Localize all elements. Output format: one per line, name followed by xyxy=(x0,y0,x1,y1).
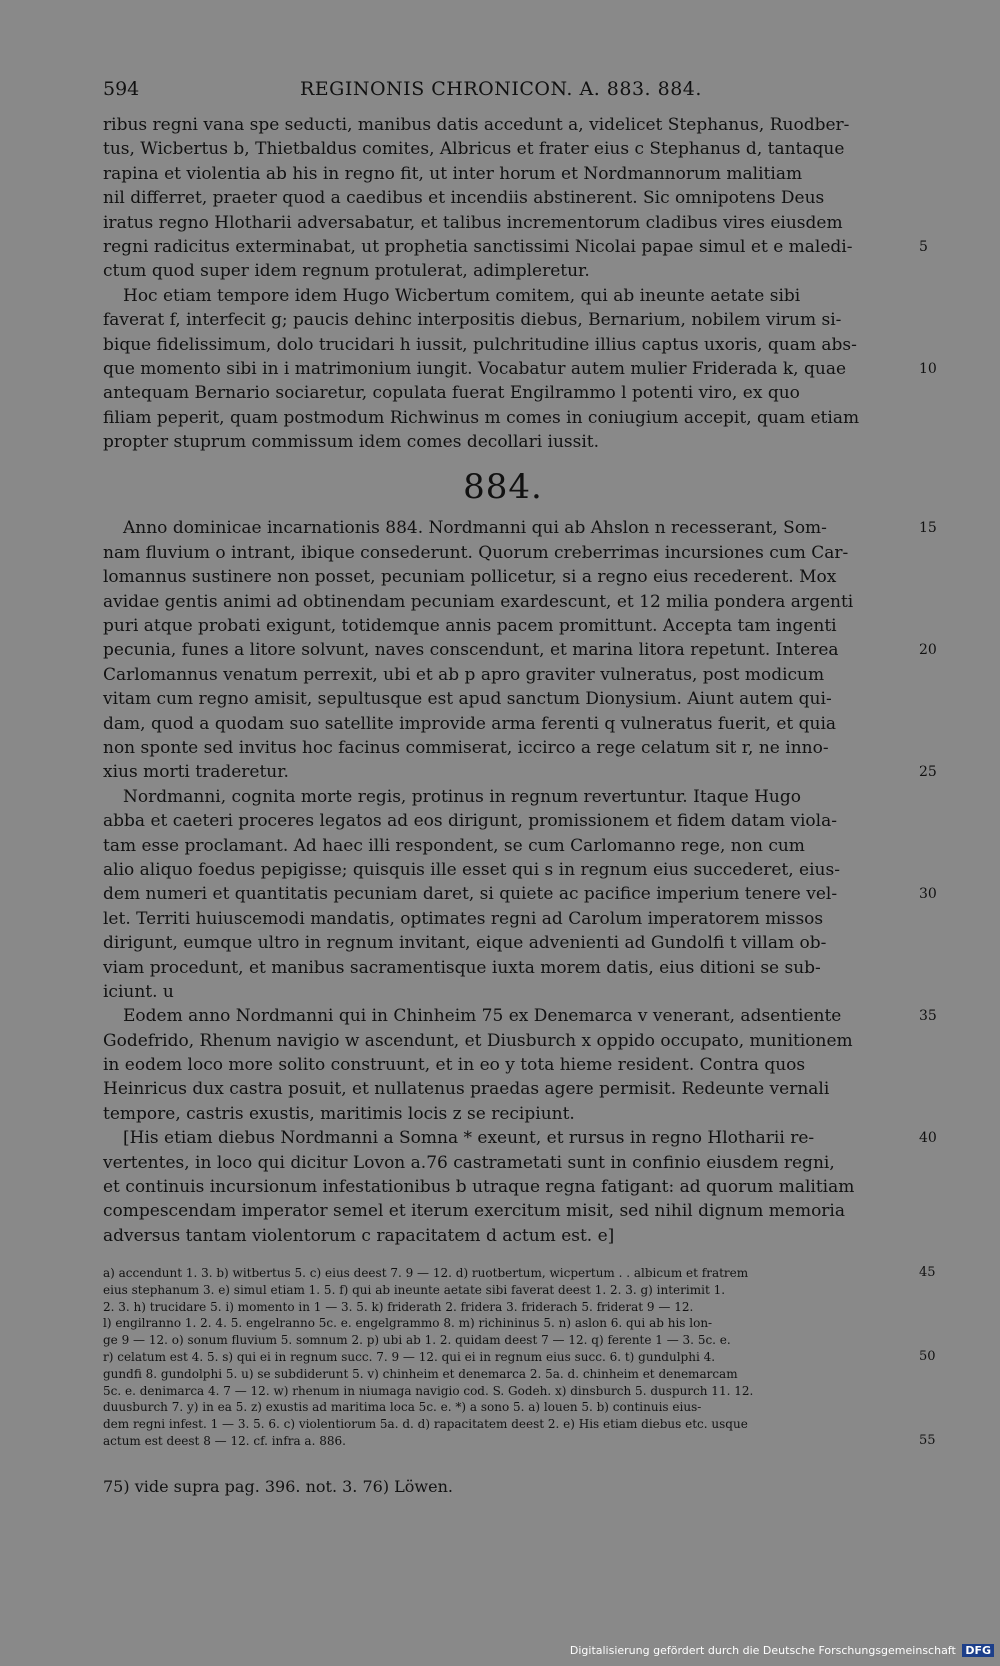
line-number: 20 xyxy=(919,642,937,659)
text-line: filiam peperit, quam postmodum Richwinus m comes in coniugium accepit, quam etiam xyxy=(103,407,860,428)
critical-apparatus xyxy=(103,1265,936,1450)
text-line: Godefrido, Rhenum navigio w ascendunt, et Diusburch x oppido occupato, munitionem xyxy=(103,1030,853,1051)
text-line: adversus tantam violentorum c rapacitatem d actum est. e] xyxy=(103,1225,615,1246)
note-line: duusburch 7. y) in ea 5. z) exustis ad maritima loca 5c. e. *) a sono 5. a) louen 5. b) continuis eius- xyxy=(103,1400,702,1415)
text-line: regni radicitus exterminabat, ut prophetia sanctissimi Nicolai papae simul et e maledi- 5 xyxy=(103,235,903,259)
text-line: non sponte sed invitus hoc facinus commiserat, iccirco a rege celatum sit r, ne inno- xyxy=(103,737,829,758)
text-line: bique fidelissimum, dolo trucidari h iussit, pulchritudine illius captus uxoris, quam abs- xyxy=(103,334,857,355)
line-number: 35 xyxy=(919,1008,937,1025)
line-number: 40 xyxy=(919,1130,937,1147)
main-text xyxy=(103,113,937,1248)
text-line: propter stuprum commissum idem comes decollari iussit. xyxy=(103,432,600,453)
line-number: 15 xyxy=(919,520,937,537)
text-line: viam procedunt, et manibus sacramentisque iuxta morem datis, eius ditioni se sub- xyxy=(103,957,821,978)
running-title: REGINONIS CHRONICON. A. 883. 884. xyxy=(300,78,702,100)
text-line: nil differret, praeter quod a caedibus et incendiis abstinerent. Sic omnipotens Deus xyxy=(103,188,825,209)
line-number: 50 xyxy=(919,1348,936,1364)
text-line: vertentes, in loco qui dicitur Lovon a.76 castrametati sunt in confinio eiusdem regni, xyxy=(103,1152,835,1173)
text-line: iratus regno Hlotharii adversabatur, et talibus incrementorum cladibus vires eiusdem xyxy=(103,212,843,233)
line-number: 45 xyxy=(919,1265,936,1280)
text-line: rapina et violentia ab his in regno fit, ut inter horum et Nordmannorum malitiam xyxy=(103,163,803,184)
text-line: Carlomannus venatum perrexit, ubi et ab p apro graviter vulneratus, post modicum xyxy=(103,664,825,685)
text-line: tam esse proclamant. Ad haec illi respondent, se cum Carlomanno rege, non cum xyxy=(103,835,805,856)
text-line: dam, quod a quodam suo satellite improvide arma ferenti q vulneratus fuerit, et quia xyxy=(103,713,837,734)
note-line: r) celatum est 4. 5. s) qui ei in regnum succ. 7. 9 — 12. qui ei in regnum eius succ. 6. t) gundulphi 4. 50 xyxy=(103,1349,903,1366)
note-line: 2. 3. h) trucidare 5. i) momento in 1 — 3. 5. k) friderath 2. fridera 3. friderach 5. friderat 9 — 12. xyxy=(103,1299,694,1314)
text-line: que momento sibi in i matrimonium iungit. Vocabatur autem mulier Friderada k, quae 10 xyxy=(103,357,903,381)
note-line: 5c. e. denimarca 4. 7 — 12. w) rhenum in niumaga navigio cod. S. Godeh. x) dinsburch 5. duspurch 11. 12. xyxy=(103,1383,754,1398)
text-line: puri atque probati exigunt, totidemque annis pacem promittunt. Accepta tam ingenti xyxy=(103,616,837,637)
page-header xyxy=(0,76,1000,106)
text-line: Anno dominicae incarnationis 884. Nordmanni qui ab Ahslon n recesserant, Som- 15 xyxy=(103,516,903,540)
text-line: nam fluvium o intrant, ibique consederunt. Quorum creberrimas incursiones cum Car- xyxy=(103,542,849,563)
line-number: 30 xyxy=(919,886,937,903)
text-line: iciunt. u xyxy=(103,981,174,1002)
text-line: Hoc etiam tempore idem Hugo Wicbertum comitem, qui ab ineunte aetate sibi xyxy=(123,285,801,306)
text-line: tus, Wicbertus b, Thietbaldus comites, Albricus et frater eius c Stephanus d, tantaque xyxy=(103,139,845,160)
note-line: eius stephanum 3. e) simul etiam 1. 5. f) qui ab ineunte aetate sibi faverat deest 1. 2. 3. g) interimit 1. xyxy=(103,1282,726,1297)
text-line: in eodem loco more solito construunt, et in eo y tota hieme resident. Contra quos xyxy=(103,1055,806,1076)
text-line: alio aliquo foedus pepigisse; quisquis ille esset qui s in regnum eius succederet, eius- xyxy=(103,859,840,880)
text-line: vitam cum regno amisit, sepultusque est apud sanctum Dionysium. Aiunt autem qui- xyxy=(103,689,832,710)
footnotes: 75) vide supra pag. 396. not. 3. 76) Löwen. xyxy=(103,1477,453,1496)
line-number: 55 xyxy=(919,1432,936,1448)
note-line: ge 9 — 12. o) sonum fluvium 5. somnum 2. p) ubi ab 1. 2. quidam deest 7 — 12. q) ferente 1 — 3. 5c. e. xyxy=(103,1333,731,1348)
text-line: lomannus sustinere non posset, pecuniam pollicetur, si a regno eius recederent. Mox xyxy=(103,567,837,588)
text-line: compescendam imperator semel et iterum exercitum misit, sed nihil dignum memoria xyxy=(103,1201,845,1222)
dfg-logo: DFG xyxy=(962,1644,994,1657)
text-line: antequam Bernario sociaretur, copulata fuerat Engilrammo l potenti viro, ex quo xyxy=(103,383,800,404)
note-line: dem regni infest. 1 — 3. 5. 6. c) violentiorum 5a. d. d) rapacitatem deest 2. e) His etiam diebus etc. usque xyxy=(103,1417,748,1432)
text-line: et continuis incursionum infestationibus b utraque regna fatigant: ad quorum malitiam xyxy=(103,1177,855,1198)
text-line: Heinricus dux castra posuit, et nullatenus praedas agere permisit. Redeunte vernali xyxy=(103,1079,830,1100)
note-line: gundfi 8. gundolphi 5. u) se subdiderunt 5. v) chinheim et denemarca 2. 5a. d. chinheim et denemarcam xyxy=(103,1366,738,1381)
text-line: [His etiam diebus Nordmanni a Somna * exeunt, et rursus in regno Hlotharii re- 40 xyxy=(103,1126,903,1150)
digitization-notice xyxy=(570,1644,994,1657)
text-line: xius morti traderetur. 25 xyxy=(103,760,903,784)
text-block-883 xyxy=(103,113,937,454)
text-line: dirigunt, eumque ultro in regnum invitant, eique advenienti ad Gundolfi t villam ob- xyxy=(103,933,827,954)
note-line: a) accendunt 1. 3. b) witbertus 5. c) eius deest 7. 9 — 12. d) ruotbertum, wicpertum . . albicum et fratrem 45 xyxy=(103,1265,903,1282)
note-line: l) engilranno 1. 2. 4. 5. engelranno 5c. e. engelgrammo 8. m) richininus 5. n) aslon 6. qui ab his lon- xyxy=(103,1316,713,1331)
text-line: dem numeri et quantitatis pecuniam daret, si quiete ac pacifice imperium tenere vel- 30 xyxy=(103,882,903,906)
text-block-884 xyxy=(103,516,937,1248)
text-line: abba et caeteri proceres legatos ad eos dirigunt, promissionem et fidem datam viola- xyxy=(103,811,837,832)
note-line: actum est deest 8 — 12. cf. infra a. 886. 55 xyxy=(103,1433,903,1450)
text-line: tempore, castris exustis, maritimis locis z se recipiunt. xyxy=(103,1103,575,1124)
text-line: pecunia, funes a litore solvunt, naves conscendunt, et marina litora repetunt. Interea 20 xyxy=(103,638,903,662)
text-line: let. Territi huiuscemodi mandatis, optimates regni ad Carolum imperatorem missos xyxy=(103,908,824,929)
line-number: 10 xyxy=(919,360,937,377)
line-number: 5 xyxy=(919,238,928,255)
text-line: Nordmanni, cognita morte regis, protinus in regnum revertuntur. Itaque Hugo xyxy=(123,786,801,807)
text-line: faverat f, interfecit g; paucis dehinc interpositis diebus, Bernarium, nobilem virum si- xyxy=(103,310,842,331)
text-line: ctum quod super idem regnum protulerat, adimpleretur. xyxy=(103,261,590,282)
text-line: ribus regni vana spe seducti, manibus datis accedunt a, videlicet Stephanus, Ruodber- xyxy=(103,115,850,135)
digitization-text: Digitalisierung gefördert durch die Deutsche Forschungsgemeinschaft xyxy=(569,1644,956,1657)
text-line: avidae gentis animi ad obtinendam pecuniam exardescunt, et 12 milia pondera argenti xyxy=(103,591,854,612)
text-line: Eodem anno Nordmanni qui in Chinheim 75 ex Denemarca v venerant, adsentiente 35 xyxy=(103,1004,903,1028)
page-number: 594 xyxy=(103,78,140,100)
year-heading: 884. xyxy=(463,467,543,508)
line-number: 25 xyxy=(919,764,937,781)
